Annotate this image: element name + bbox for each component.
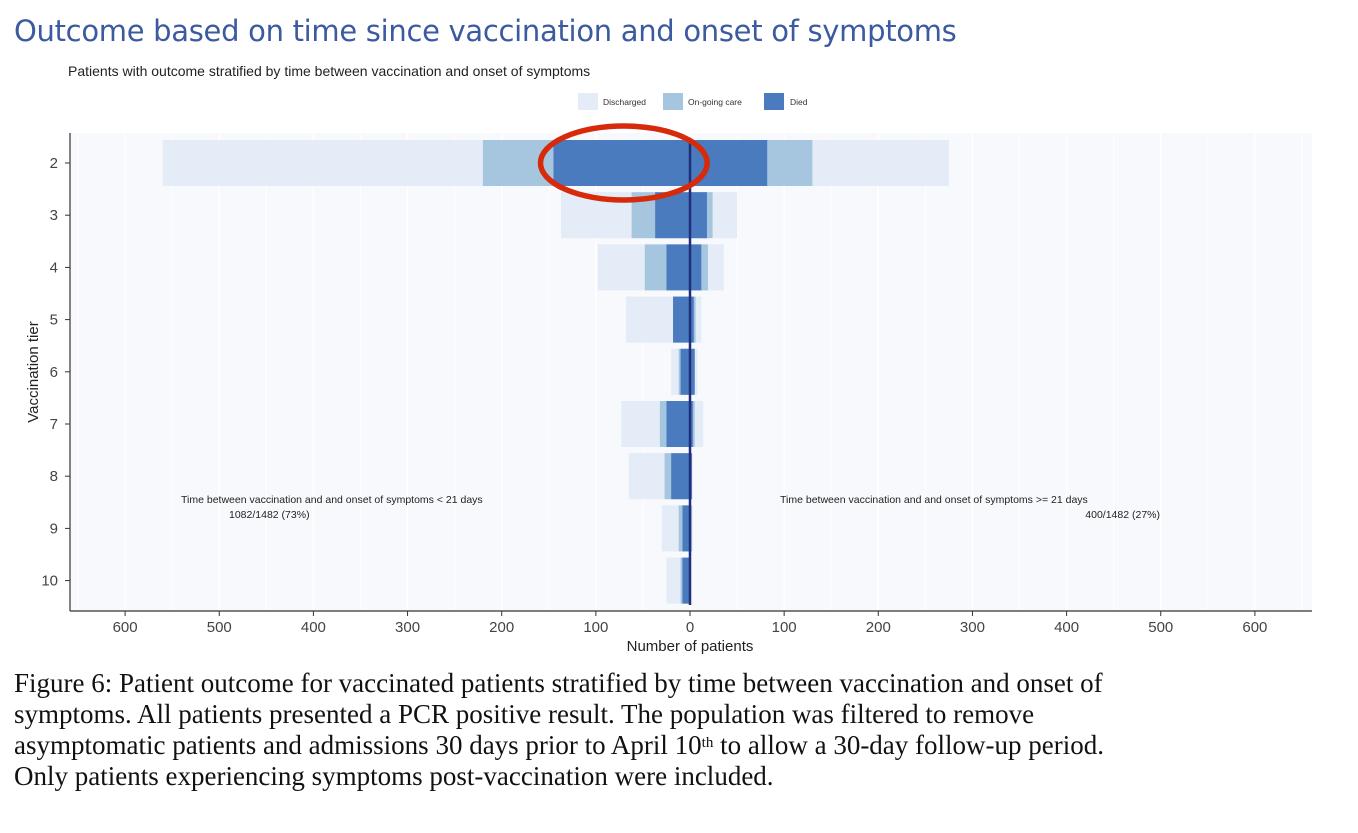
annotation-right-line1: Time between vaccination and and onset of symptoms >= 21 days xyxy=(780,494,1088,506)
bar-tier-8-died-lt21 xyxy=(671,453,690,499)
caption-line-3 xyxy=(14,730,1354,761)
legend xyxy=(578,93,808,110)
caption-line-2: symptoms. All patients presented a PCR positive result. The population was filtered to remove xyxy=(14,699,1035,729)
legend-swatch-died xyxy=(764,93,784,110)
bar-tier-4-died-lt21 xyxy=(666,244,690,290)
annotation-right-line2: 400/1482 (27%) xyxy=(1085,509,1160,521)
bar-tier-6-died-lt21 xyxy=(681,349,690,395)
bar-tier-4-died-ge21 xyxy=(690,244,701,290)
legend-swatch-ongoing xyxy=(663,93,683,110)
x-tick-label: 300 xyxy=(395,619,421,636)
y-tick-label: 10 xyxy=(41,572,58,590)
x-tick-label: 200 xyxy=(489,619,515,636)
bar-tier-7-died-lt21 xyxy=(666,401,690,447)
y-tick-label: 2 xyxy=(49,155,58,172)
x-tick-label: 100 xyxy=(771,619,797,636)
x-tick-label: 100 xyxy=(583,619,609,636)
x-tick-label: 200 xyxy=(865,619,891,636)
y-tick-label: 7 xyxy=(49,416,58,433)
y-tick-label: 8 xyxy=(49,468,58,486)
chart xyxy=(0,50,1358,662)
caption-line-3-text: asymptomatic patients and admissions 30 days prior to April 10 xyxy=(14,730,702,760)
caption-line-4: Only patients experiencing symptoms post-vaccination were included. xyxy=(14,761,774,791)
y-tick-label: 5 xyxy=(49,311,58,329)
caption-line-3-rest: to allow a 30-day follow-up period. xyxy=(713,730,1104,760)
x-tick-label: 600 xyxy=(1242,619,1268,636)
y-axis-label: Vaccination tier xyxy=(25,321,42,423)
y-tick-label: 6 xyxy=(49,363,58,381)
y-tick-label: 3 xyxy=(49,207,58,225)
legend-swatch-discharged xyxy=(578,93,598,110)
x-tick-label: 300 xyxy=(959,619,985,636)
x-tick-label: 500 xyxy=(206,619,232,636)
figure-caption xyxy=(14,668,1354,792)
x-axis-ticks xyxy=(113,611,1268,636)
y-axis-ticks xyxy=(41,155,70,590)
caption-superscript: th xyxy=(701,735,714,751)
legend-label-died: Died xyxy=(790,97,808,107)
bar-tier-5-died-lt21 xyxy=(673,297,690,343)
bar-tier-2-died-lt21 xyxy=(553,140,690,186)
annotation-left-line1: Time between vaccination and and onset of symptoms < 21 days xyxy=(181,494,483,506)
x-tick-label: 600 xyxy=(112,619,138,636)
y-tick-label: 9 xyxy=(49,520,58,538)
x-axis-label: Number of patients xyxy=(626,638,754,655)
x-tick-label: 400 xyxy=(1054,619,1080,636)
x-tick-label: 400 xyxy=(300,619,326,636)
slide-title: Outcome based on time since vaccination and onset of symptoms xyxy=(14,14,957,48)
x-tick-label: 0 xyxy=(685,619,695,636)
caption-line-1: Figure 6: Patient outcome for vaccinated patients stratified by time between vaccination and onset of xyxy=(14,668,1103,698)
legend-label-ongoing: On-going care xyxy=(688,97,742,107)
bar-tier-3-died-ge21 xyxy=(690,192,707,238)
annotation-left-line2: 1082/1482 (73%) xyxy=(229,509,310,521)
legend-label-discharged: Discharged xyxy=(603,97,646,107)
x-tick-label: 500 xyxy=(1148,619,1174,636)
chart-title: Patients with outcome stratified by time between vaccination and onset of symptoms xyxy=(68,63,591,79)
y-tick-label: 4 xyxy=(49,259,58,277)
